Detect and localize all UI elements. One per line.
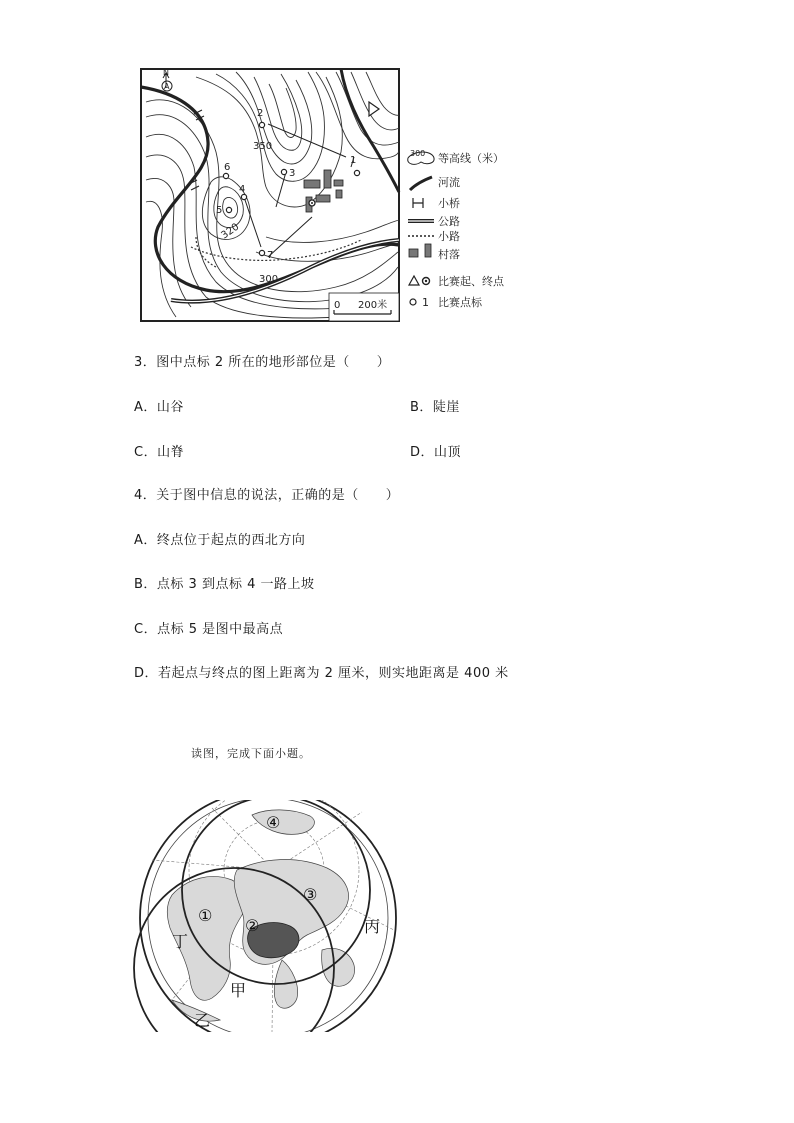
legend-bridge-label: 小桥 <box>438 197 460 210</box>
marker-circled-2: ② <box>245 916 260 935</box>
legend-river-label: 河流 <box>438 176 460 189</box>
contour-label-300: 300 <box>259 274 279 285</box>
map-legend <box>408 149 505 309</box>
legend-highway-label: 公路 <box>438 215 460 228</box>
question-3-option-c[interactable]: C．山脊 <box>134 445 185 460</box>
compass-letter: N <box>163 68 169 77</box>
checkpoint-label-7: 7 <box>267 250 274 261</box>
legend-river-symbol <box>410 177 432 190</box>
question-3-option-b[interactable]: B．陡崖 <box>410 400 460 415</box>
checkpoint-label-3: 3 <box>289 168 296 179</box>
legend-checkpoint-circle <box>410 299 416 305</box>
checkpoint-7 <box>259 250 264 255</box>
scale-distance: 200米 <box>358 300 388 311</box>
checkpoint-4 <box>241 194 246 199</box>
legend-bridge-symbol <box>413 198 423 208</box>
question-4-option-b[interactable]: B．点标 3 到点标 4 一路上坡 <box>134 577 315 592</box>
region-label-bing: 丙 <box>364 917 381 936</box>
marker-circled-4: ④ <box>266 813 281 832</box>
legend-village-symbol-b <box>425 244 431 257</box>
region-label-yi: 乙 <box>194 1011 211 1030</box>
scale-zero: 0 <box>334 300 341 311</box>
question-3-stem: 3．图中点标 2 所在的地形部位是（ ） <box>134 355 391 370</box>
checkpoint-label-2: 2 <box>257 108 264 119</box>
checkpoint-6 <box>223 173 228 178</box>
region-label-ding: 丁 <box>172 932 189 951</box>
contour-label-350: 350 <box>253 141 273 152</box>
contour-label-320: 320 <box>219 221 242 242</box>
legend-checkpoint-num: 1 <box>422 296 429 309</box>
checkpoint-label-6: 6 <box>224 162 231 173</box>
region-label-jia: 甲 <box>230 981 247 1000</box>
question-4-stem: 4．关于图中信息的说法，正确的是（ ） <box>134 488 400 503</box>
legend-contour-label: 等高线（米） <box>438 152 504 165</box>
question-3-option-a[interactable]: A．山谷 <box>134 400 184 415</box>
checkpoint-1 <box>354 170 359 175</box>
polar-globe-map <box>132 800 402 1032</box>
checkpoint-label-4: 4 <box>239 184 246 195</box>
topographic-map <box>136 62 526 324</box>
question-4-option-a[interactable]: A．终点位于起点的西北方向 <box>134 533 306 548</box>
section-intro: 读图，完成下面小题。 <box>191 747 311 760</box>
marker-a: A <box>164 82 170 91</box>
question-3-option-d[interactable]: D．山顶 <box>410 445 462 460</box>
checkpoint-label-5: 5 <box>216 205 223 216</box>
marker-circled-3: ③ <box>303 885 318 904</box>
checkpoint-3 <box>281 169 286 174</box>
question-4-option-c[interactable]: C．点标 5 是图中最高点 <box>134 622 284 637</box>
checkpoint-2 <box>259 122 264 127</box>
legend-contour-value: 300 <box>410 149 426 158</box>
legend-village-symbol-a <box>409 249 418 257</box>
legend-village-label: 村落 <box>438 248 460 261</box>
legend-start-end-label: 比赛起、终点 <box>438 275 504 288</box>
checkpoint-5 <box>226 207 231 212</box>
legend-checkpoint-label: 比赛点标 <box>438 296 482 309</box>
legend-path-label: 小路 <box>438 230 460 243</box>
marker-circled-1: ① <box>198 906 213 925</box>
question-4-option-d[interactable]: D．若起点与终点的图上距离为 2 厘米，则实地距离是 400 米 <box>134 666 509 681</box>
legend-triangle-symbol <box>409 276 419 285</box>
checkpoint-label-1: 1 <box>350 155 357 166</box>
